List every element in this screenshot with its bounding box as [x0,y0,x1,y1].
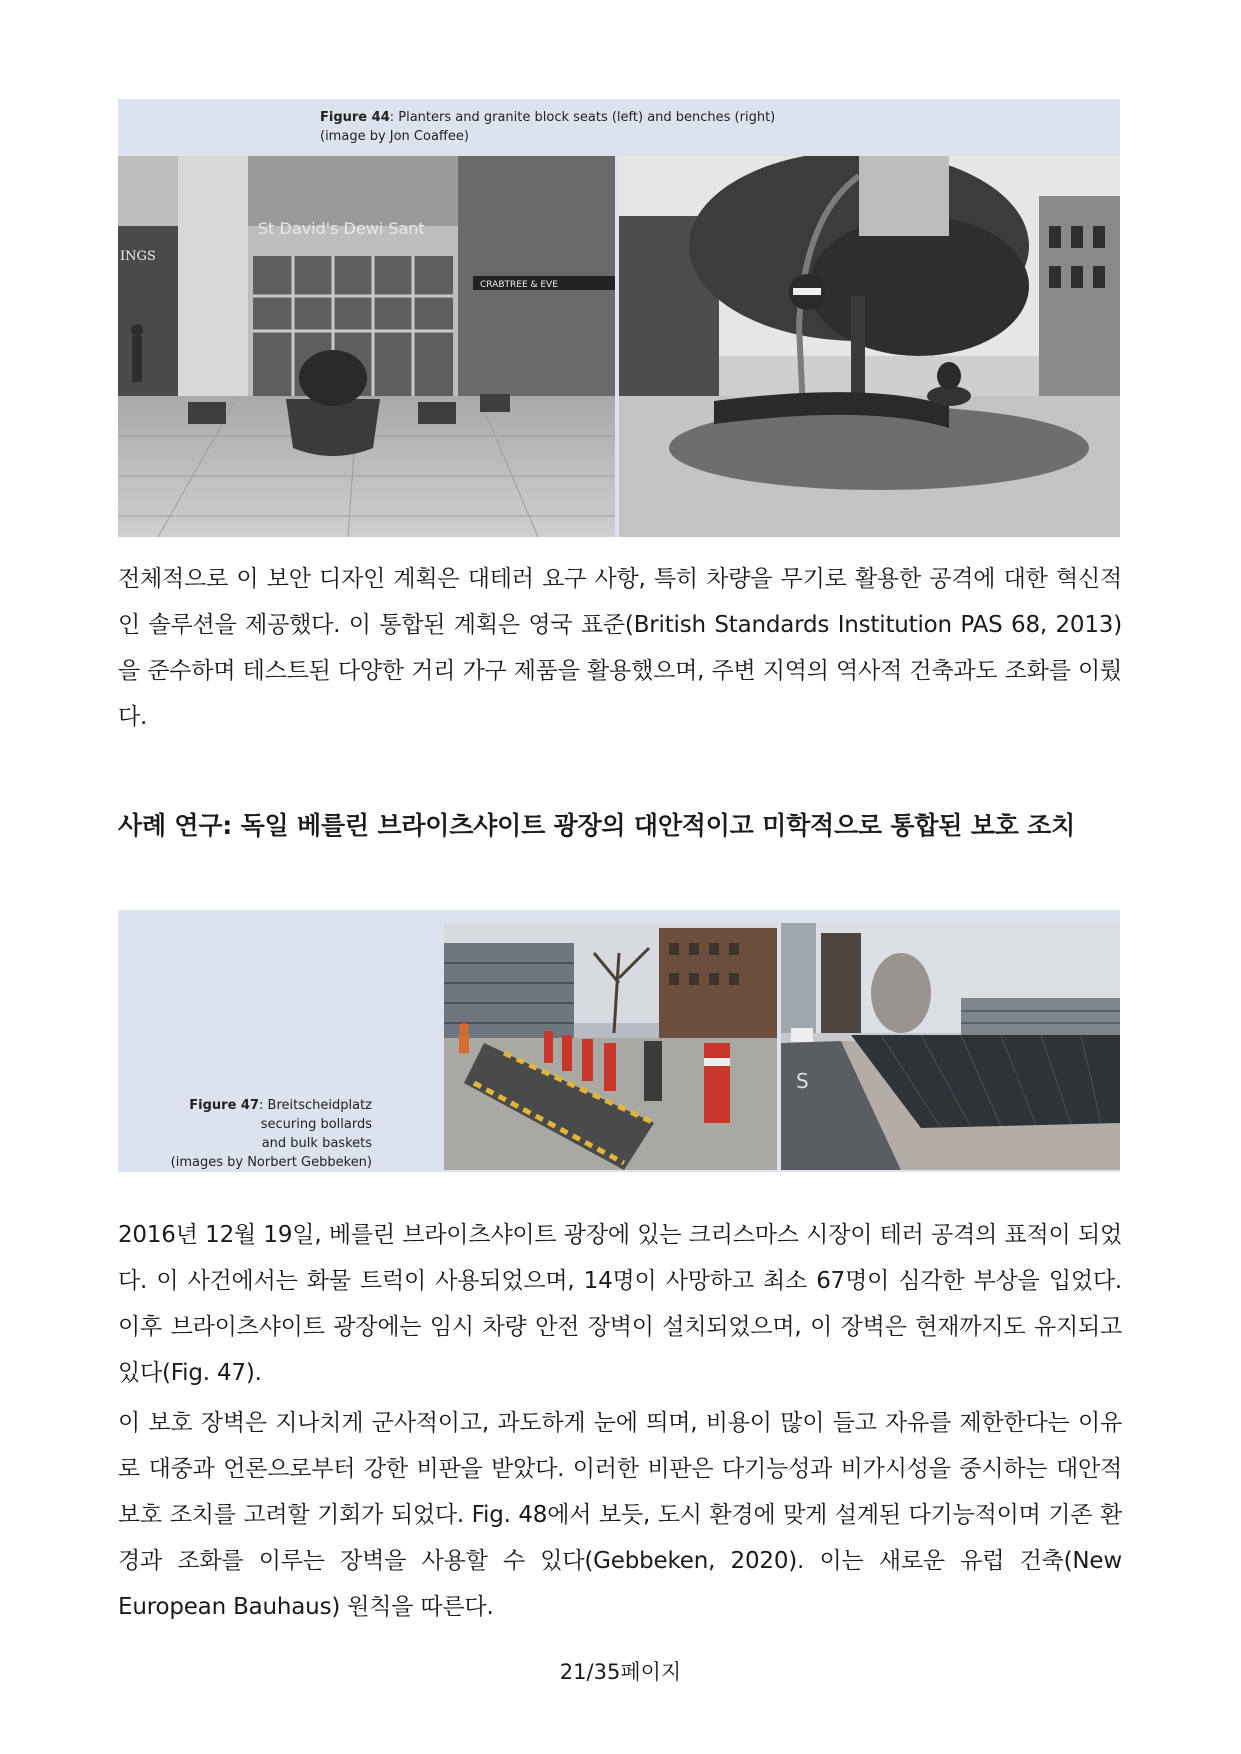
figure-44 [118,99,1120,537]
svg-text:S: S [796,1069,809,1093]
figure-47-caption [132,1096,372,1172]
figure-44-shop-sign: CRABTREE & EVE [480,280,558,290]
figure-44-label: Figure 44 [320,110,390,125]
paragraph-2: 2016년 12월 19일, 베를린 브라이츠샤이트 광장에 있는 크리스마스 시장이 테러 공격의 표적이 되었다. 이 사건에서는 화물 트럭이 사용되었으며, 14명이 사망하고 최소 67명이 심각한 부상을 입었다. 이후 브라이츠샤이트 광장에는 임시 차량 안전 장벽이 설치되었으며, 이 장벽은 현재까지도 유지되고 있다(Fig. 47). [118,1222,1122,1386]
figure-44-photo-benches [619,156,1120,537]
figure-47-caption-line-3: and bulk baskets [261,1136,372,1151]
figure-47-label: Figure 47 [189,1098,260,1113]
paragraph-1: 전체적으로 이 보안 디자인 계획은 대테러 요구 사항, 특히 차량을 무기로 활용한 공격에 대한 혁신적인 솔루션을 제공했다. 이 통합된 계획은 영국 표준(British Standards Institution PAS 68, 2013)을 준수하며 테스트된 다양한 거리 가구 제품을 활용했으며, 주변 지역의 역사적 건축과도 조화를 이뤘다. [118,566,1122,730]
figure-47 [118,910,1120,1172]
figure-44-caption-text: : Planters and granite block seats (left) and benches (right) [389,110,776,125]
figure-44-photo-planters [118,156,615,537]
case-study-heading: 사례 연구: 독일 베를린 브라이츠샤이트 광장의 대안적이고 미학적으로 통합된 보호 조치 [118,811,1076,840]
figure-47-caption-line-1: : Breitscheidplatz [259,1098,372,1113]
page-number: 21/35페이지 [559,1660,682,1684]
figure-44-caption [320,108,775,146]
figure-47-photo-bollards [444,923,777,1170]
figure-47-credit: (images by Norbert Gebbeken) [170,1155,372,1170]
figure-47-caption-line-2: securing bollards [260,1117,372,1132]
figure-47-photo-baskets [781,923,1120,1170]
paragraph-3: 이 보호 장벽은 지나치게 군사적이고, 과도하게 눈에 띄며, 비용이 많이 들고 자유를 제한한다는 이유로 대중과 언론으로부터 강한 비판을 받았다. 이러한 비판은 다기능성과 비가시성을 중시하는 대안적 보호 조치를 고려할 기회가 되었다. Fig. 48에서 보듯, 도시 환경에 맞게 설계된 다기능적이며 기존 환경과 조화를 이루는 장벽을 사용할 수 있다(Gebbeken, 2020). 이는 새로운 유럽 건축(New European Bauhaus) 원칙을 따른다. [118,1410,1122,1620]
figure-44-credit: (image by Jon Coaffee) [320,129,469,144]
figure-44-left-sign: INGS [120,249,156,264]
figure-44-entrance-sign: St David's Dewi Sant [258,219,425,238]
